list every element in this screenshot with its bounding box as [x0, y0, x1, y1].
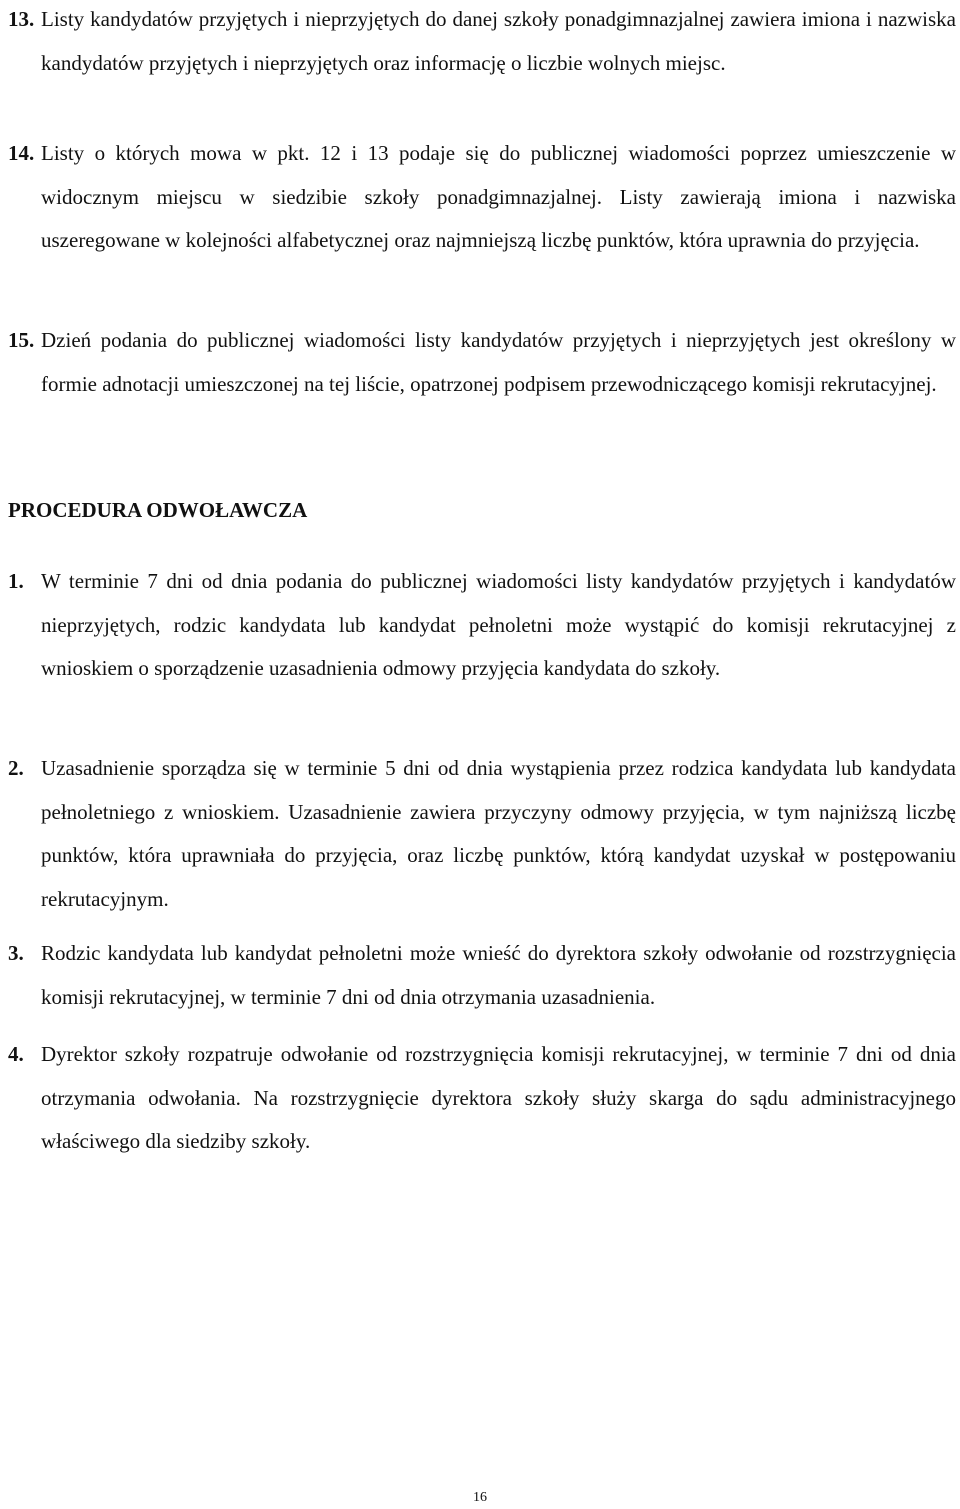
list-item-4 — [8, 1033, 956, 1164]
list-item-15 — [8, 319, 956, 406]
section-heading: PROCEDURA ODWOŁAWCZA — [8, 498, 308, 522]
item-text: Dzień podania do publicznej wiadomości listy kandydatów przyjętych i nieprzyjętych jest określony w formie adnotacji umieszczonej na tej liście, opatrzonej podpisem przewodniczącego komisji rekrutacyjnej. — [41, 328, 956, 396]
item-text: Rodzic kandydata lub kandydat pełnoletni może wnieść do dyrektora szkoły odwołanie od rozstrzygnięcia komisji rekrutacyjnej, w terminie 7 dni od dnia otrzymania uzasadnienia. — [41, 941, 956, 1009]
page-number: 16 — [473, 1490, 487, 1505]
item-number: 15. — [8, 328, 35, 352]
list-item-13 — [8, 0, 956, 85]
item-text: Dyrektor szkoły rozpatruje odwołanie od rozstrzygnięcia komisji rekrutacyjnej, w terminie 7 dni od dnia otrzymania odwołania. Na rozstrzygnięcie dyrektora szkoły służy skarga do sądu administracyjnego właściwego dla siedziby szkoły. — [41, 1042, 956, 1153]
item-number: 4. — [8, 1042, 24, 1066]
item-text: Listy o których mowa w pkt. 12 i 13 podaje się do publicznej wiadomości poprzez umieszczenie w widocznym miejscu w siedzibie szkoły ponadgimnazjalnej. Listy zawierają imiona i nazwiska uszeregowane w kolejności alfabetycznej oraz najmniejszą liczbę punktów, która uprawnia do przyjęcia. — [41, 141, 956, 252]
item-number: 14. — [8, 141, 35, 165]
list-item-1 — [8, 560, 956, 691]
item-text: Uzasadnienie sporządza się w terminie 5 dni od dnia wystąpienia przez rodzica kandydata lub kandydata pełnoletniego z wnioskiem. Uzasadnienie zawiera przyczyny odmowy przyjęcia, w tym najniższą liczbę punktów, która uprawniała do przyjęcia, oraz liczbę punktów, którą kandydat uzyskał w postępowaniu rekrutacyjnym. — [41, 756, 956, 911]
item-number: 3. — [8, 941, 24, 965]
item-text: W terminie 7 dni od dnia podania do publicznej wiadomości listy kandydatów przyjętych i kandydatów nieprzyjętych, rodzic kandydata lub kandydat pełnoletni może wystąpić do komisji rekrutacyjnej z wnioskiem o sporządzenie uzasadnienia odmowy przyjęcia kandydata do szkoły. — [41, 569, 956, 680]
item-number: 13. — [8, 7, 35, 31]
list-item-2 — [8, 747, 956, 921]
list-item-3 — [8, 932, 956, 1019]
item-number: 2. — [8, 756, 24, 780]
item-text: Listy kandydatów przyjętych i nieprzyjętych do danej szkoły ponadgimnazjalnej zawiera imiona i nazwiska kandydatów przyjętych i nieprzyjętych oraz informację o liczbie wolnych miejsc. — [41, 7, 956, 75]
item-number: 1. — [8, 569, 24, 593]
list-item-14 — [8, 132, 956, 263]
